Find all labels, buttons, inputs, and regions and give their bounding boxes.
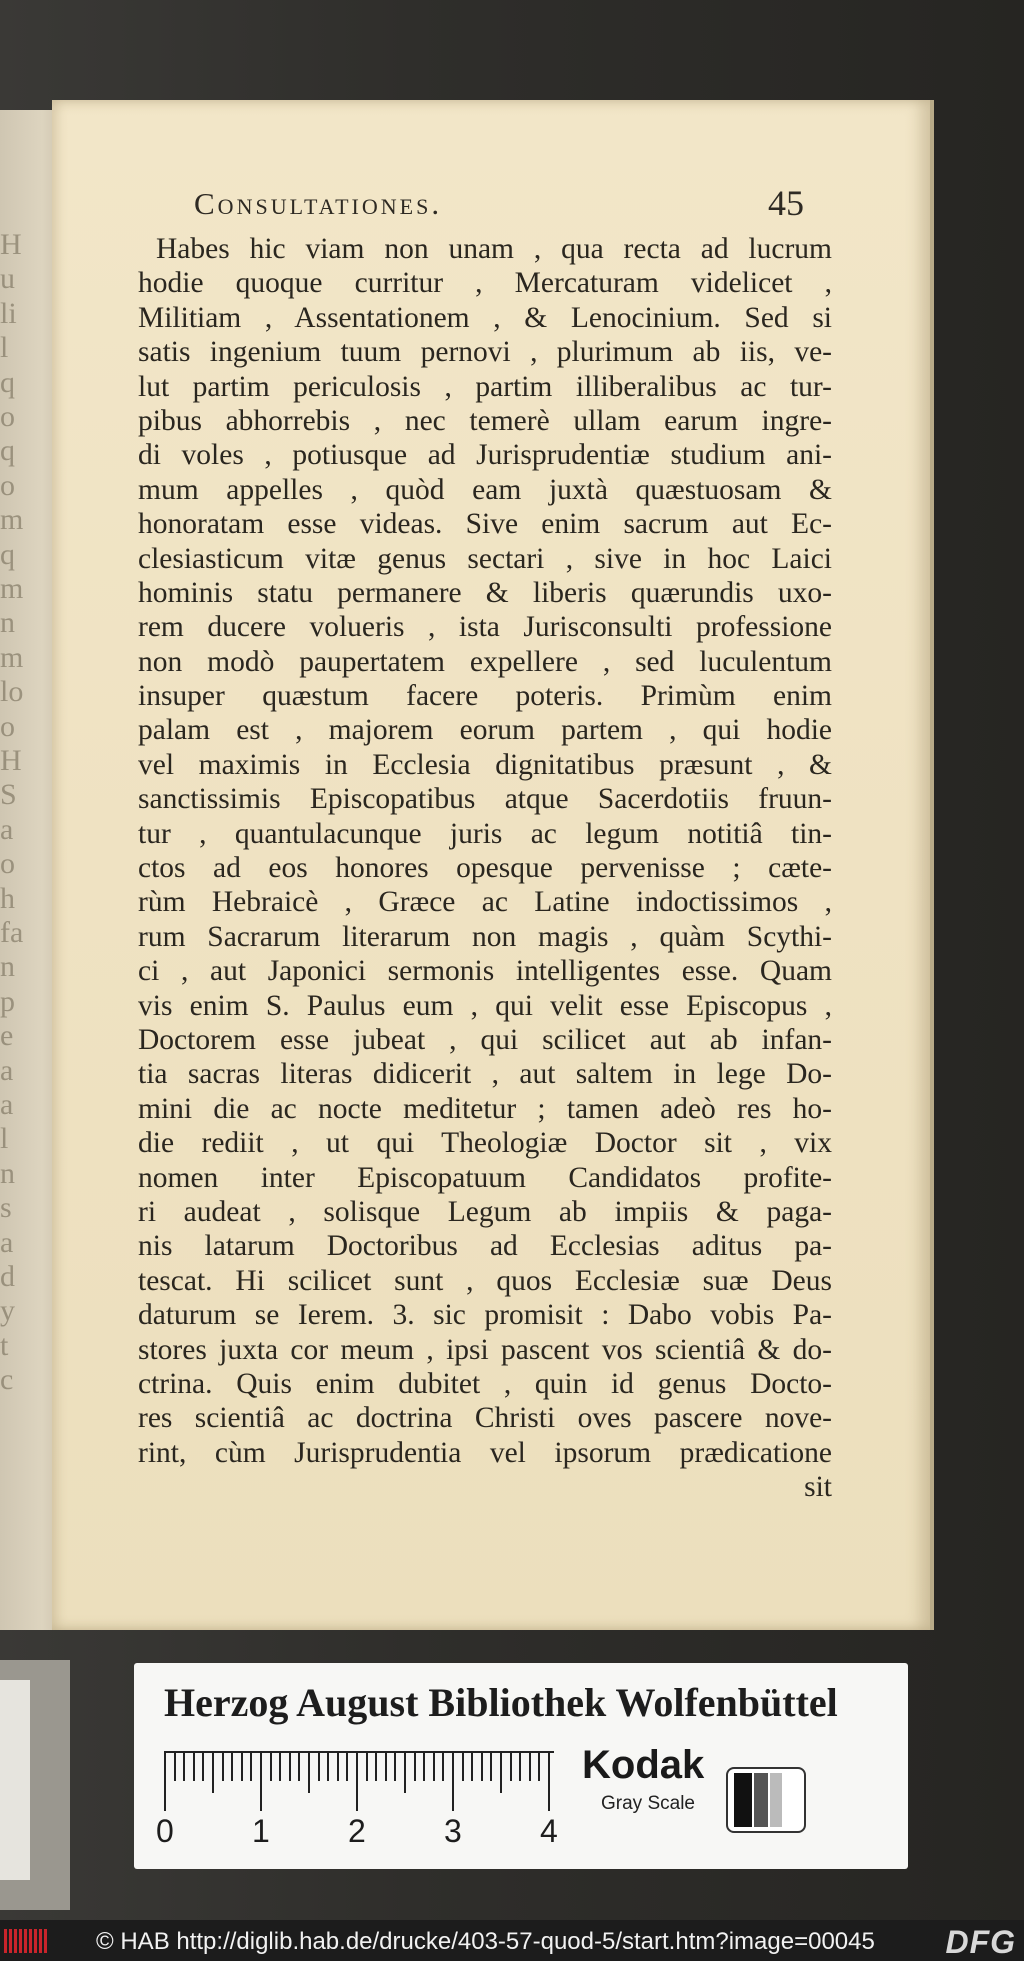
ruler-tick	[270, 1751, 272, 1781]
library-color-card	[134, 1663, 908, 1869]
gray-patch	[754, 1773, 768, 1827]
facing-page-edge	[0, 1660, 70, 1910]
text-line: mum appelles , quòd eam juxtà quæstuosam &	[138, 473, 832, 506]
ghost-text: s	[0, 1191, 12, 1225]
ghost-text: u	[0, 262, 15, 296]
ghost-text: l	[0, 1122, 9, 1156]
text-line: stores juxta cor meum , ipsi pascent vos scientiâ & do-	[138, 1333, 832, 1366]
hab-logo-bar	[9, 1929, 12, 1953]
body-text	[132, 232, 832, 1504]
text-line: res scientiâ ac doctrina Christi oves pascere nove-	[138, 1402, 832, 1435]
text-line: hominis statu permanere & liberis quærundis uxo-	[138, 576, 832, 609]
ruler-tick	[414, 1751, 416, 1781]
ghost-text: e	[0, 1019, 14, 1053]
ruler-tick	[308, 1751, 310, 1793]
text-line: rùm Hebraicè , Græce ac Latine indoctissimos ,	[138, 886, 832, 919]
text-line: tur , quantulacunque juris ac legum notitiâ tin-	[138, 817, 832, 850]
ruler-tick	[260, 1751, 262, 1811]
text-line: clesiasticum vitæ genus sectari , sive in hoc Laici	[138, 542, 832, 575]
ruler-tick	[212, 1751, 214, 1793]
ruler-tick	[442, 1751, 444, 1781]
book-page	[52, 100, 934, 1630]
ghost-text: n	[0, 606, 15, 640]
ghost-text: q	[0, 537, 15, 571]
gray-scale-swatch	[726, 1767, 806, 1833]
ruler-tick	[337, 1751, 339, 1781]
ruler-tick	[481, 1751, 483, 1781]
ruler-tick	[241, 1751, 243, 1781]
ghost-text: o	[0, 847, 15, 881]
hab-logo-icon	[4, 1929, 48, 1953]
ruler-number: 3	[444, 1813, 462, 1849]
ghost-text: p	[0, 984, 15, 1018]
footer-bar	[0, 1920, 1024, 1961]
text-line: mini die ac nocte meditetur ; tamen adeò res ho-	[138, 1092, 832, 1125]
text-line: nomen inter Episcopatuum Candidatos profite-	[138, 1161, 832, 1194]
text-line: rum Sacrarum literarum non magis , quàm Scythi-	[138, 920, 832, 953]
ghost-text: H	[0, 744, 22, 777]
ruler-tick	[327, 1751, 329, 1781]
text-line: di voles , potiusque ad Jurisprudentiæ studium ani-	[138, 439, 832, 472]
text-line: Doctorem esse jubeat , qui scilicet aut ab infan-	[138, 1023, 832, 1056]
ruler-tick	[164, 1751, 166, 1811]
ruler-number: 2	[348, 1813, 366, 1849]
text-line: nis latarum Doctoribus ad Ecclesias aditus pa-	[138, 1230, 832, 1263]
ghost-text: q	[0, 434, 15, 468]
text-line: vis enim S. Paulus eum , qui velit esse Episcopus ,	[138, 989, 832, 1022]
ghost-text: t	[0, 1328, 9, 1362]
ghost-text: m	[0, 572, 24, 605]
ghost-text: a	[0, 1225, 14, 1259]
text-line: vel maximis in Ecclesia dignitatibus præsunt , &	[138, 748, 832, 781]
ruler-tick	[510, 1751, 512, 1781]
ghost-text: a	[0, 1053, 14, 1087]
ghost-text: m	[0, 640, 24, 674]
ruler-tick	[346, 1751, 348, 1781]
ruler-number: 4	[540, 1813, 558, 1849]
running-title: Consultationes.	[194, 186, 443, 221]
text-line: tia sacras literas didicerit , aut saltem in lege Do-	[138, 1058, 832, 1091]
ruler-tick	[394, 1751, 396, 1781]
ruler-tick	[538, 1751, 540, 1781]
light-patch	[770, 1773, 782, 1827]
ruler-tick	[404, 1751, 406, 1793]
page-header	[194, 182, 804, 232]
ruler-tick	[279, 1751, 281, 1781]
ghost-text: S	[0, 778, 17, 812]
page-number: 45	[768, 183, 804, 223]
text-line: pibus abhorrebis , nec temerè ullam earum ingre-	[138, 404, 832, 437]
kodak-logo: Kodak	[582, 1743, 705, 1787]
ghost-text: li	[0, 296, 17, 330]
scale-ruler	[164, 1751, 554, 1811]
ruler-tick	[385, 1751, 387, 1781]
ghost-text: o	[0, 468, 15, 502]
ghost-text: a	[0, 1088, 14, 1121]
ghost-text: o	[0, 709, 15, 743]
ruler-tick	[490, 1751, 492, 1781]
ruler-tick	[318, 1751, 320, 1781]
text-line: ctrina. Quis enim dubitet , quin id genus Docto-	[138, 1367, 832, 1400]
hab-logo-bar	[44, 1929, 47, 1953]
ruler-tick	[471, 1751, 473, 1781]
hab-logo-bar	[4, 1929, 7, 1953]
hab-logo-bar	[34, 1929, 37, 1953]
ruler-tick	[174, 1751, 176, 1781]
ghost-text: l	[0, 331, 9, 365]
ruler-tick	[289, 1751, 291, 1781]
ghost-text: o	[0, 400, 15, 433]
hab-logo-bar	[19, 1929, 22, 1953]
ruler-tick	[462, 1751, 464, 1781]
dfg-logo: DFG	[945, 1924, 1016, 1960]
hab-logo-bar	[24, 1929, 27, 1953]
ruler-number: 1	[252, 1813, 270, 1849]
text-line: hodie quoque curritur , Mercaturam videlicet ,	[138, 267, 832, 300]
black-patch	[734, 1773, 752, 1827]
text-line: satis ingenium tuum pernovi , plurimum ab iis, ve-	[138, 336, 832, 369]
ruler-tick	[250, 1751, 252, 1781]
ruler-tick	[375, 1751, 377, 1781]
ruler-number: 0	[156, 1813, 174, 1849]
ruler-tick	[366, 1751, 368, 1781]
ruler-tick	[202, 1751, 204, 1781]
ruler-tick	[193, 1751, 195, 1781]
ruler-tick	[452, 1751, 454, 1811]
ghost-text: c	[0, 1363, 14, 1397]
text-line: lut partim periculosis , partim illiberalibus ac tur-	[138, 370, 832, 403]
ghost-text: d	[0, 1260, 15, 1293]
gray-scale-label: Gray Scale	[601, 1793, 695, 1814]
hab-logo-bar	[14, 1929, 17, 1953]
text-line: non modò paupertatem expellere , sed luculentum	[138, 645, 832, 678]
ghost-text: y	[0, 1294, 15, 1328]
ruler-tick	[423, 1751, 425, 1781]
ruler-tick	[231, 1751, 233, 1781]
ruler-tick	[500, 1751, 502, 1793]
source-url[interactable]: © HAB http://diglib.hab.de/drucke/403-57-quod-5/start.htm?image=00045	[96, 1928, 875, 1955]
text-line: ctos ad eos honores opesque pervenisse ; cæte-	[138, 852, 832, 885]
text-line: honoratam esse videas. Sive enim sacrum aut Ec-	[138, 508, 832, 541]
text-line: Habes hic viam non unam , qua recta ad lucrum	[156, 233, 832, 265]
library-name: Herzog August Bibliothek Wolfenbüttel	[164, 1680, 838, 1725]
text-line: palam est , majorem eorum partem , qui hodie	[138, 714, 832, 747]
ghost-text: lo	[0, 675, 24, 709]
text-line: ci , aut Japonici sermonis intelligentes esse. Quam	[138, 955, 832, 988]
text-line: sanctissimis Episcopatibus atque Sacerdotiis fruun-	[138, 783, 832, 816]
text-line: rem ducere volueris , ista Jurisconsulti professione	[138, 611, 832, 644]
ruler-tick	[356, 1751, 358, 1811]
hab-logo-bar	[39, 1929, 42, 1953]
text-line: tescat. Hi scilicet sunt , quos Ecclesiæ suæ Deus	[138, 1264, 832, 1297]
catchword: sit	[804, 1471, 832, 1504]
ruler-numbers	[156, 1813, 616, 1853]
ghost-text: h	[0, 881, 15, 915]
text-line: rint, cùm Jurisprudentia vel ipsorum prædicatione	[138, 1436, 832, 1469]
ghost-text: n	[0, 1156, 15, 1190]
ghost-text: fa	[0, 916, 24, 949]
ruler-tick	[548, 1751, 550, 1811]
ruler-tick	[298, 1751, 300, 1781]
ruler-tick	[183, 1751, 185, 1781]
ghost-text: H	[0, 228, 22, 261]
text-line: insuper quæstum facere poteris. Primùm enim	[138, 680, 832, 713]
text-line: daturum se Ierem. 3. sic promisit : Dabo vobis Pa-	[138, 1299, 832, 1332]
text-line: Militiam , Assentationem , & Lenocinium. Sed si	[138, 301, 832, 334]
text-line: ri audeat , solisque Legum ab impiis & paga-	[138, 1195, 832, 1228]
ruler-tick	[433, 1751, 435, 1781]
hab-logo-bar	[29, 1929, 32, 1953]
ruler-tick	[529, 1751, 531, 1781]
ghost-text: n	[0, 950, 15, 984]
ghost-text: q	[0, 365, 15, 399]
ghost-text: m	[0, 503, 24, 537]
text-line: die rediit , ut qui Theologiæ Doctor sit , vix	[138, 1127, 832, 1160]
ruler-tick	[222, 1751, 224, 1781]
ruler-tick	[519, 1751, 521, 1781]
ghost-text: a	[0, 812, 14, 846]
edge-strip	[0, 1680, 30, 1880]
